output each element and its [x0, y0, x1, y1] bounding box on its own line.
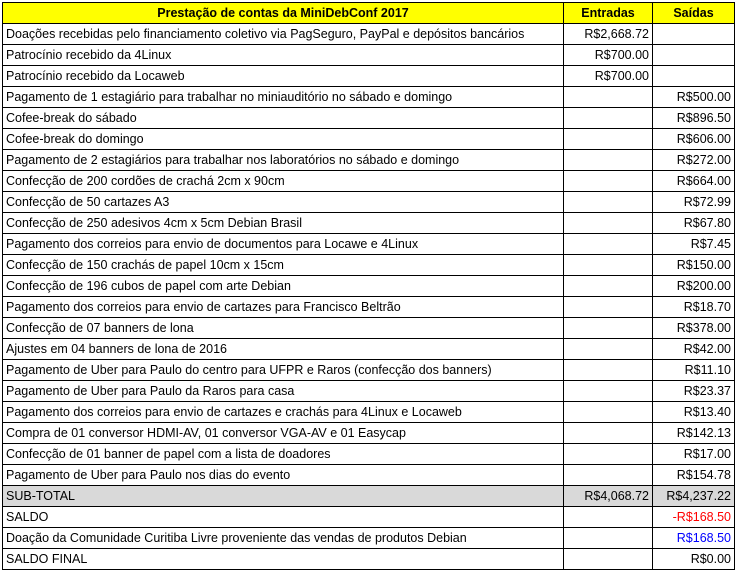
- table-row: [3, 87, 735, 108]
- table-row: [3, 297, 735, 318]
- saldo-saidas: -R$168.50: [653, 507, 735, 528]
- table-row: [3, 381, 735, 402]
- doacao-entradas: [564, 528, 653, 549]
- row-saida: R$200.00: [653, 276, 735, 297]
- row-entrada: [564, 108, 653, 129]
- row-description: Pagamento de Uber para Paulo do centro para UFPR e Raros (confecção dos banners): [3, 360, 564, 381]
- row-entrada: [564, 465, 653, 486]
- table-row: [3, 465, 735, 486]
- row-description: Patrocínio recebido da Locaweb: [3, 66, 564, 87]
- row-description: Pagamento de 2 estagiários para trabalhar nos laboratórios no sábado e domingo: [3, 150, 564, 171]
- row-saida: R$272.00: [653, 150, 735, 171]
- row-entrada: [564, 423, 653, 444]
- row-saida: R$17.00: [653, 444, 735, 465]
- row-entrada: [564, 318, 653, 339]
- row-description: Pagamento de Uber para Paulo da Raros para casa: [3, 381, 564, 402]
- row-saida: R$67.80: [653, 213, 735, 234]
- row-saida: R$606.00: [653, 129, 735, 150]
- row-entrada: [564, 276, 653, 297]
- row-description: Confecção de 196 cubos de papel com arte Debian: [3, 276, 564, 297]
- column-header-saidas: Saídas: [653, 3, 735, 24]
- table-row: [3, 276, 735, 297]
- row-description: Confecção de 250 adesivos 4cm x 5cm Debian Brasil: [3, 213, 564, 234]
- row-saida: [653, 66, 735, 87]
- accounts-table: [2, 2, 735, 570]
- table-row: [3, 108, 735, 129]
- row-description: Pagamento de 1 estagiário para trabalhar no miniauditório no sábado e domingo: [3, 87, 564, 108]
- table-row: [3, 318, 735, 339]
- subtotal-entradas: R$4,068.72: [564, 486, 653, 507]
- row-description: Confecção de 07 banners de lona: [3, 318, 564, 339]
- row-description: Pagamento dos correios para envio de cartazes e crachás para 4Linux e Locaweb: [3, 402, 564, 423]
- table-row: [3, 192, 735, 213]
- row-saida: R$896.50: [653, 108, 735, 129]
- table-body: [3, 24, 735, 486]
- doacao-saidas: R$168.50: [653, 528, 735, 549]
- table-row: [3, 444, 735, 465]
- row-description: Pagamento dos correios para envio de cartazes para Francisco Beltrão: [3, 297, 564, 318]
- row-saida: R$11.10: [653, 360, 735, 381]
- row-description: Cofee-break do domingo: [3, 129, 564, 150]
- row-description: Doações recebidas pelo financiamento coletivo via PagSeguro, PayPal e depósitos bancários: [3, 24, 564, 45]
- row-entrada: [564, 297, 653, 318]
- row-description: Pagamento de Uber para Paulo nos dias do evento: [3, 465, 564, 486]
- row-entrada: R$700.00: [564, 45, 653, 66]
- row-saida: R$664.00: [653, 171, 735, 192]
- row-entrada: [564, 339, 653, 360]
- row-entrada: [564, 129, 653, 150]
- row-saida: [653, 24, 735, 45]
- table-row: [3, 66, 735, 87]
- row-entrada: [564, 444, 653, 465]
- column-header-entradas: Entradas: [564, 3, 653, 24]
- saldo-final-label: SALDO FINAL: [3, 549, 564, 570]
- row-entrada: [564, 381, 653, 402]
- saldo-final-entradas: [564, 549, 653, 570]
- row-description: Ajustes em 04 banners de lona de 2016: [3, 339, 564, 360]
- row-saida: R$7.45: [653, 234, 735, 255]
- row-entrada: R$700.00: [564, 66, 653, 87]
- table-row: [3, 24, 735, 45]
- row-saida: R$378.00: [653, 318, 735, 339]
- row-entrada: [564, 255, 653, 276]
- row-saida: R$72.99: [653, 192, 735, 213]
- doacao-row: [3, 528, 735, 549]
- row-entrada: [564, 171, 653, 192]
- table-row: [3, 360, 735, 381]
- row-saida: R$13.40: [653, 402, 735, 423]
- row-entrada: [564, 150, 653, 171]
- row-entrada: [564, 360, 653, 381]
- row-description: Confecção de 50 cartazes A3: [3, 192, 564, 213]
- table-row: [3, 150, 735, 171]
- subtotal-saidas: R$4,237.22: [653, 486, 735, 507]
- row-entrada: [564, 402, 653, 423]
- saldo-label: SALDO: [3, 507, 564, 528]
- table-row: [3, 234, 735, 255]
- row-saida: R$150.00: [653, 255, 735, 276]
- row-description: Patrocínio recebido da 4Linux: [3, 45, 564, 66]
- row-description: Cofee-break do sábado: [3, 108, 564, 129]
- doacao-label: Doação da Comunidade Curitiba Livre proveniente das vendas de produtos Debian: [3, 528, 564, 549]
- row-entrada: [564, 192, 653, 213]
- row-saida: [653, 45, 735, 66]
- row-description: Compra de 01 conversor HDMI-AV, 01 conversor VGA-AV e 01 Easycap: [3, 423, 564, 444]
- row-entrada: [564, 87, 653, 108]
- saldo-final-saidas: R$0.00: [653, 549, 735, 570]
- table-row: [3, 255, 735, 276]
- row-entrada: R$2,668.72: [564, 24, 653, 45]
- row-description: Confecção de 200 cordões de crachá 2cm x 90cm: [3, 171, 564, 192]
- row-description: Confecção de 01 banner de papel com a lista de doadores: [3, 444, 564, 465]
- row-description: Confecção de 150 crachás de papel 10cm x 15cm: [3, 255, 564, 276]
- table-title: Prestação de contas da MiniDebConf 2017: [3, 3, 564, 24]
- row-saida: R$23.37: [653, 381, 735, 402]
- table-row: [3, 45, 735, 66]
- table-row: [3, 402, 735, 423]
- subtotal-row: [3, 486, 735, 507]
- saldo-row: [3, 507, 735, 528]
- table-row: [3, 423, 735, 444]
- row-saida: R$142.13: [653, 423, 735, 444]
- table-row: [3, 339, 735, 360]
- saldo-entradas: [564, 507, 653, 528]
- table-row: [3, 213, 735, 234]
- subtotal-label: SUB-TOTAL: [3, 486, 564, 507]
- row-saida: R$18.70: [653, 297, 735, 318]
- row-saida: R$154.78: [653, 465, 735, 486]
- header-row: [3, 3, 735, 24]
- table-row: [3, 171, 735, 192]
- row-saida: R$500.00: [653, 87, 735, 108]
- row-entrada: [564, 234, 653, 255]
- row-saida: R$42.00: [653, 339, 735, 360]
- saldo-final-row: [3, 549, 735, 570]
- table-row: [3, 129, 735, 150]
- row-description: Pagamento dos correios para envio de documentos para Locawe e 4Linux: [3, 234, 564, 255]
- row-entrada: [564, 213, 653, 234]
